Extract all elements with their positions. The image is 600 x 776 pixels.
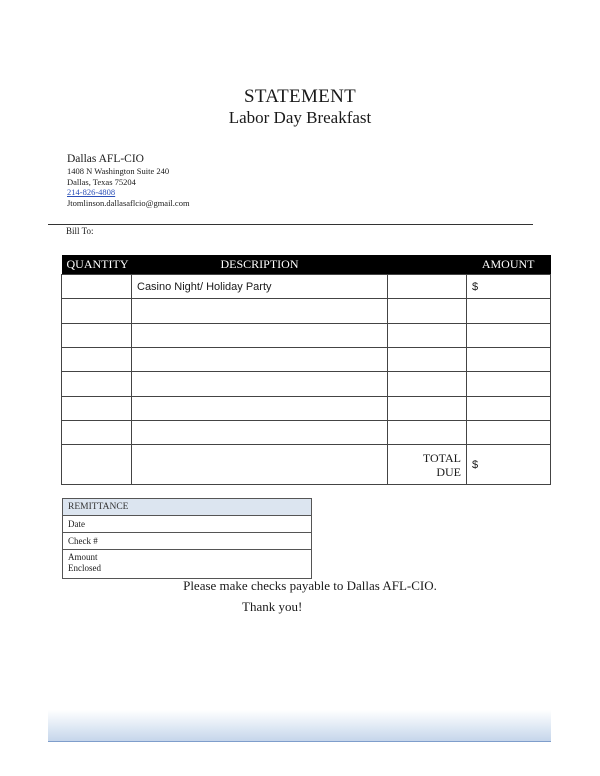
amount-label-line-2: Enclosed xyxy=(68,563,101,573)
amount-cell[interactable] xyxy=(467,372,551,396)
table-row xyxy=(62,323,551,347)
description-cell[interactable] xyxy=(132,372,388,396)
total-due-row xyxy=(62,445,551,485)
description-cell[interactable] xyxy=(132,396,388,420)
description-cell[interactable] xyxy=(132,348,388,372)
table-row xyxy=(62,421,551,445)
table-row xyxy=(62,396,551,420)
quantity-cell[interactable] xyxy=(62,323,132,347)
table-row xyxy=(62,275,551,299)
price-cell[interactable] xyxy=(388,323,467,347)
total-due-label xyxy=(388,445,467,485)
description-cell[interactable] xyxy=(132,421,388,445)
table-row xyxy=(62,348,551,372)
footer-divider xyxy=(48,741,551,742)
statement-title: STATEMENT xyxy=(243,86,356,107)
col-description-header: DESCRIPTION xyxy=(132,255,388,275)
org-address-line-1: 1408 N Washington Suite 240 xyxy=(67,166,170,176)
remittance-amount-field[interactable] xyxy=(63,550,311,578)
amount-cell[interactable] xyxy=(467,348,551,372)
description-cell[interactable] xyxy=(132,323,388,347)
price-cell[interactable] xyxy=(388,299,467,323)
footer-band xyxy=(48,710,551,742)
org-name: Dallas AFL-CIO xyxy=(67,153,144,165)
quantity-cell[interactable] xyxy=(62,275,132,299)
divider xyxy=(48,224,533,225)
quantity-cell[interactable] xyxy=(62,396,132,420)
bill-to-label: Bill To: xyxy=(66,226,94,236)
org-phone-link[interactable]: 214-826-4808 xyxy=(67,187,116,197)
total-label-line-2: DUE xyxy=(436,464,461,479)
table-header-row xyxy=(62,255,551,275)
price-cell[interactable] xyxy=(388,348,467,372)
org-email: Jtomlinson.dallasaflcio@gmail.com xyxy=(67,197,190,208)
thank-you-note: Thank you! xyxy=(242,599,303,614)
quantity-cell[interactable] xyxy=(62,421,132,445)
description-cell[interactable]: Casino Night/ Holiday Party xyxy=(132,275,388,299)
total-description-cell xyxy=(132,445,388,485)
quantity-cell[interactable] xyxy=(62,372,132,396)
table-row xyxy=(62,372,551,396)
amount-cell[interactable] xyxy=(467,396,551,420)
total-due-amount[interactable]: $ xyxy=(467,445,551,485)
payable-note: Please make checks payable to Dallas AFL-CIO. xyxy=(183,578,437,593)
quantity-cell[interactable] xyxy=(62,299,132,323)
organization-block xyxy=(67,153,190,208)
amount-label-line-1: Amount xyxy=(68,552,98,562)
total-quantity-cell xyxy=(62,445,132,485)
col-price-header xyxy=(388,255,467,275)
total-label-line-1: TOTAL xyxy=(422,450,461,465)
quantity-cell[interactable] xyxy=(62,348,132,372)
amount-cell[interactable]: $ xyxy=(467,275,551,299)
amount-cell[interactable] xyxy=(467,421,551,445)
col-quantity-header: QUANTITY xyxy=(62,255,132,275)
price-cell[interactable] xyxy=(388,275,467,299)
description-cell[interactable] xyxy=(132,299,388,323)
remittance-check-field[interactable]: Check # xyxy=(63,533,311,550)
remittance-title: REMITTANCE xyxy=(63,499,311,516)
statement-table xyxy=(61,255,551,485)
remittance-box xyxy=(62,498,312,579)
col-amount-header: AMOUNT xyxy=(467,255,551,275)
remittance-date-field[interactable]: Date xyxy=(63,516,311,533)
amount-cell[interactable] xyxy=(467,323,551,347)
price-cell[interactable] xyxy=(388,372,467,396)
org-address-line-2: Dallas, Texas 75204 xyxy=(67,176,136,187)
price-cell[interactable] xyxy=(388,421,467,445)
amount-cell[interactable] xyxy=(467,299,551,323)
event-subtitle: Labor Day Breakfast xyxy=(228,108,372,127)
table-row xyxy=(62,299,551,323)
price-cell[interactable] xyxy=(388,396,467,420)
